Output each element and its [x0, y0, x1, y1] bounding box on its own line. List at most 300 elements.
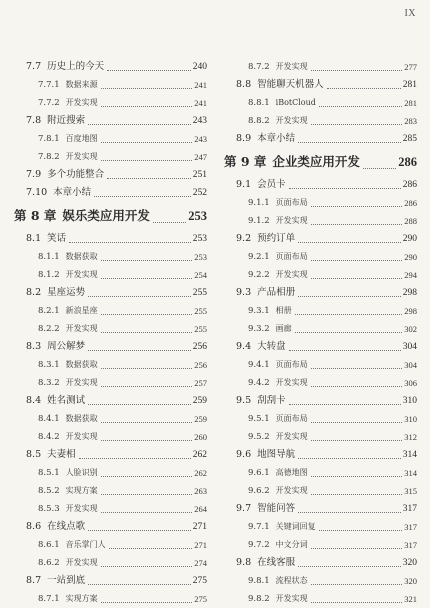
toc-subsection-entry: [222, 112, 417, 130]
toc-entry-page: 254: [194, 270, 207, 280]
toc-entry-number: 7.7.1: [38, 80, 60, 90]
toc-entry-page: 310: [402, 396, 417, 406]
toc-subsection-entry: [222, 374, 417, 392]
toc-entry-page: 253: [192, 234, 207, 244]
toc-entry-page: 271: [194, 540, 207, 550]
toc-subsection-entry: [12, 482, 207, 500]
toc-entry-page: 274: [194, 558, 207, 568]
toc-entry-page: 320: [404, 576, 417, 586]
toc-leader-dots: [311, 259, 403, 261]
toc-entry-page: 286: [402, 180, 417, 190]
toc-subsection-entry: [222, 58, 417, 76]
toc-entry-title: 数据来源: [65, 80, 98, 89]
toc-entry-title: 一站到底: [47, 575, 86, 586]
toc-entry-page: 251: [192, 170, 207, 180]
toc-subsection-entry: [12, 464, 207, 482]
toc-entry-number: 8.1.1: [38, 252, 60, 262]
toc-chapter-entry: [222, 150, 417, 174]
toc-entry-number: 8.2: [26, 287, 42, 298]
toc-entry-page: 283: [404, 116, 417, 126]
toc-entry-page: 243: [192, 116, 207, 126]
toc-leader-dots: [101, 385, 193, 387]
toc-section-entry: [12, 184, 207, 202]
toc-entry-page: 315: [404, 486, 417, 496]
toc-entry-page: 256: [192, 342, 207, 352]
toc-entry-title: 本章小结: [53, 187, 92, 198]
toc-entry-title: 页面布局: [275, 414, 308, 423]
toc-entry-page: 241: [194, 98, 207, 108]
toc-entry-title: 流程状态: [275, 576, 308, 585]
toc-section-entry: [222, 130, 417, 148]
toc-leader-dots: [107, 177, 191, 179]
toc-entry-number: 9.4.2: [248, 378, 270, 388]
toc-leader-dots: [311, 123, 403, 125]
toc-subsection-entry: [222, 518, 417, 536]
toc-entry-title: 附近搜索: [47, 115, 86, 126]
toc-leader-dots: [101, 331, 193, 333]
toc-section-entry: [12, 338, 207, 356]
toc-entry-title: 音乐掌门人: [65, 540, 106, 549]
toc-leader-dots: [94, 195, 191, 197]
toc-leader-dots: [298, 295, 401, 297]
toc-leader-dots: [101, 141, 193, 143]
toc-subsection-entry: [222, 482, 417, 500]
toc-subsection-entry: [222, 536, 417, 554]
toc-leader-dots: [311, 69, 403, 71]
toc-subsection-entry: [12, 554, 207, 572]
toc-entry-number: 9.5.1: [248, 414, 270, 424]
toc-entry-title: 地图导航: [257, 449, 296, 460]
toc-entry-page: 259: [192, 396, 207, 406]
toc-entry-title: 开发实现: [65, 152, 98, 161]
toc-leader-dots: [88, 583, 191, 585]
toc-subsection-entry: [222, 212, 417, 230]
toc-entry-page: 262: [194, 468, 207, 478]
toc-entry-title: 夫妻相: [47, 449, 76, 460]
toc-entry-title: 产品相册: [257, 287, 296, 298]
toc-entry-number: 8.5: [26, 449, 42, 460]
toc-entry-title: 开发实现: [65, 98, 98, 107]
toc-leader-dots: [298, 457, 401, 459]
toc-leader-dots: [79, 457, 191, 459]
toc-entry-number: 9.1.2: [248, 216, 270, 226]
toc-entry-title: 大转盘: [257, 341, 286, 352]
toc-entry-page: 264: [194, 504, 207, 514]
toc-entry-number: 7.10: [26, 187, 48, 198]
toc-entry-number: 9.2.1: [248, 252, 270, 262]
toc-subsection-entry: [12, 148, 207, 166]
toc-entry-title: 会员卡: [257, 179, 286, 190]
toc-entry-page: 288: [404, 216, 417, 226]
toc-entry-title: 娱乐类应用开发: [62, 208, 150, 223]
toc-entry-number: 9.3: [236, 287, 252, 298]
toc-leader-dots: [101, 601, 193, 603]
toc-entry-page: 317: [404, 522, 417, 532]
toc-entry-page: 256: [194, 360, 207, 370]
toc-entry-title: 百度地图: [65, 134, 98, 143]
toc-leader-dots: [311, 547, 403, 549]
toc-subsection-entry: [222, 320, 417, 338]
toc-leader-dots: [311, 475, 403, 477]
toc-entry-page: 275: [194, 594, 207, 604]
toc-subsection-entry: [12, 500, 207, 518]
toc-leader-dots: [295, 313, 403, 315]
toc-leader-dots: [109, 547, 193, 549]
toc-leader-dots: [298, 141, 401, 143]
toc-entry-page: 281: [404, 98, 417, 108]
toc-entry-page: 304: [404, 360, 417, 370]
toc-section-entry: [12, 572, 207, 590]
toc-leader-dots: [311, 223, 403, 225]
toc-entry-number: 9.2.2: [248, 270, 270, 280]
toc-section-entry: [222, 554, 417, 572]
toc-entry-page: 298: [404, 306, 417, 316]
toc-entry-number: 9.1.1: [248, 198, 270, 208]
toc-entry-number: 9.7: [236, 503, 252, 514]
toc-entry-page: 255: [192, 288, 207, 298]
toc-entry-title: 开发实现: [65, 324, 98, 333]
toc-entry-title: 星座运势: [47, 287, 86, 298]
toc-leader-dots: [101, 259, 193, 261]
toc-entry-number: 8.3: [26, 341, 42, 352]
toc-subsection-entry: [222, 94, 417, 112]
toc-entry-title: 开发实现: [65, 270, 98, 279]
toc-entry-title: 实现方案: [65, 486, 98, 495]
toc-leader-dots: [298, 241, 401, 243]
toc-entry-number: 9.3.2: [248, 324, 270, 334]
toc-subsection-entry: [12, 374, 207, 392]
toc-section-entry: [12, 166, 207, 184]
toc-entry-title: 周公解梦: [47, 341, 86, 352]
toc-entry-page: 253: [194, 252, 207, 262]
toc-entry-number: 9.5.2: [248, 432, 270, 442]
toc-entry-number: 8.3.2: [38, 378, 60, 388]
toc-leader-dots: [311, 385, 403, 387]
toc-entry-page: 263: [194, 486, 207, 496]
toc-leader-dots: [363, 167, 396, 169]
toc-entry-page: 314: [402, 450, 417, 460]
toc-entry-page: 262: [192, 450, 207, 460]
toc-entry-number: 8.7: [26, 575, 42, 586]
toc-leader-dots: [311, 367, 403, 369]
toc-entry-page: 277: [404, 62, 417, 72]
toc-subsection-entry: [222, 590, 417, 608]
toc-section-entry: [222, 338, 417, 356]
toc-section-entry: [222, 230, 417, 248]
toc-entry-page: 306: [404, 378, 417, 388]
toc-leader-dots: [88, 349, 191, 351]
toc-chapter-entry: [12, 204, 207, 228]
toc-leader-dots: [107, 69, 191, 71]
page-number: IX: [404, 8, 416, 19]
toc-entry-page: 310: [404, 414, 417, 424]
toc-entry-title: 开发实现: [275, 216, 308, 225]
toc-entry-number: 9.4.1: [248, 360, 270, 370]
toc-subsection-entry: [222, 464, 417, 482]
toc-entry-title: 智能问答: [257, 503, 296, 514]
toc-leader-dots: [327, 87, 401, 89]
toc-entry-page: 252: [192, 188, 207, 198]
toc-entry-title: 在线点歌: [47, 521, 86, 532]
toc-entry-number: 8.4.2: [38, 432, 60, 442]
toc-section-entry: [12, 230, 207, 248]
toc-entry-number: 8.6.2: [38, 558, 60, 568]
toc-entry-number: 8.8.2: [248, 116, 270, 126]
toc-subsection-entry: [12, 590, 207, 608]
toc-entry-title: 关键词回复: [275, 522, 316, 531]
toc-section-entry: [222, 176, 417, 194]
toc-leader-dots: [298, 511, 401, 513]
toc-subsection-entry: [222, 572, 417, 590]
toc-entry-number: 9.6.2: [248, 486, 270, 496]
toc-entry-page: 260: [194, 432, 207, 442]
toc-entry-page: 253: [188, 209, 207, 223]
toc-entry-page: 240: [192, 62, 207, 72]
toc-leader-dots: [88, 403, 191, 405]
toc-entry-page: 255: [194, 306, 207, 316]
toc-entry-page: 286: [404, 198, 417, 208]
toc-subsection-entry: [12, 130, 207, 148]
toc-entry-page: 298: [402, 288, 417, 298]
toc-entry-title: 在线客服: [257, 557, 296, 568]
toc-entry-page: 259: [194, 414, 207, 424]
toc-entry-number: 8.5.3: [38, 504, 60, 514]
toc-entry-number: 7.8: [26, 115, 42, 126]
toc-leader-dots: [298, 565, 401, 567]
toc-leader-dots: [289, 349, 401, 351]
toc-leader-dots: [311, 601, 403, 603]
toc-leader-dots: [101, 105, 193, 107]
toc-entry-number: 7.9: [26, 169, 42, 180]
toc-subsection-entry: [12, 302, 207, 320]
toc-entry-title: 数据获取: [65, 360, 98, 369]
toc-leader-dots: [295, 331, 403, 333]
toc-entry-number: 9.3.1: [248, 306, 270, 316]
toc-leader-dots: [311, 493, 403, 495]
toc-entry-page: 243: [194, 134, 207, 144]
toc-leader-dots: [319, 529, 403, 531]
toc-subsection-entry: [12, 428, 207, 446]
toc-entry-title: iBotCloud: [275, 98, 316, 107]
toc-entry-number: 第 8 章: [14, 208, 57, 223]
toc-entry-title: 开发实现: [65, 378, 98, 387]
toc-section-entry: [222, 76, 417, 94]
toc-entry-number: 9.8.2: [248, 594, 270, 604]
toc-entry-number: 8.7.2: [248, 62, 270, 72]
toc-leader-dots: [289, 403, 401, 405]
toc-leader-dots: [101, 511, 193, 513]
toc-entry-number: 第 9 章: [224, 154, 267, 169]
toc-right-column: [222, 58, 417, 608]
toc-leader-dots: [88, 123, 191, 125]
toc-subsection-entry: [12, 320, 207, 338]
toc-entry-title: 刮刮卡: [257, 395, 286, 406]
toc-leader-dots: [311, 583, 403, 585]
toc-entry-page: 247: [194, 152, 207, 162]
toc-entry-page: 321: [404, 594, 417, 604]
toc-entry-title: 开发实现: [65, 432, 98, 441]
toc-entry-number: 8.1: [26, 233, 42, 244]
toc-entry-number: 8.6.1: [38, 540, 60, 550]
toc-section-entry: [222, 284, 417, 302]
toc-entry-title: 中文分词: [275, 540, 308, 549]
toc-entry-number: 9.7.1: [248, 522, 270, 532]
toc-entry-number: 8.2.1: [38, 306, 60, 316]
toc-section-entry: [12, 392, 207, 410]
toc-leader-dots: [88, 295, 191, 297]
toc-entry-page: 285: [402, 134, 417, 144]
toc-entry-page: 320: [402, 558, 417, 568]
toc-entry-page: 314: [404, 468, 417, 478]
toc-left-column: [12, 58, 207, 608]
toc-entry-number: 8.8.1: [248, 98, 270, 108]
toc-subsection-entry: [12, 536, 207, 554]
toc-entry-number: 8.4.1: [38, 414, 60, 424]
toc-subsection-entry: [222, 356, 417, 374]
toc-entry-number: 8.2.2: [38, 324, 60, 334]
toc-leader-dots: [289, 187, 401, 189]
toc-section-entry: [12, 58, 207, 76]
toc-subsection-entry: [222, 194, 417, 212]
toc-subsection-entry: [222, 428, 417, 446]
toc-subsection-entry: [12, 248, 207, 266]
toc-leader-dots: [88, 529, 191, 531]
toc-entry-title: 数据获取: [65, 414, 98, 423]
toc-entry-title: 开发实现: [275, 432, 308, 441]
toc-entry-number: 9.6: [236, 449, 252, 460]
toc-entry-title: 本章小结: [257, 133, 296, 144]
toc-entry-number: 8.5.2: [38, 486, 60, 496]
toc-section-entry: [12, 518, 207, 536]
toc-entry-page: 290: [402, 234, 417, 244]
toc-entry-number: 9.6.1: [248, 468, 270, 478]
toc-entry-title: 相册: [275, 306, 292, 315]
toc-leader-dots: [101, 493, 193, 495]
toc-subsection-entry: [12, 410, 207, 428]
toc-entry-number: 8.3.1: [38, 360, 60, 370]
toc-entry-number: 8.1.2: [38, 270, 60, 280]
toc-entry-title: 开发实现: [65, 558, 98, 567]
toc-leader-dots: [101, 159, 193, 161]
toc-subsection-entry: [12, 356, 207, 374]
toc-entry-number: 7.8.1: [38, 134, 60, 144]
toc-entry-number: 9.7.2: [248, 540, 270, 550]
toc-section-entry: [12, 284, 207, 302]
toc-entry-title: 开发实现: [275, 378, 308, 387]
toc-entry-number: 9.5: [236, 395, 252, 406]
toc-subsection-entry: [222, 266, 417, 284]
toc-entry-page: 294: [404, 270, 417, 280]
toc-entry-title: 笑话: [47, 233, 67, 244]
toc-leader-dots: [311, 277, 403, 279]
toc-subsection-entry: [12, 76, 207, 94]
toc-entry-title: 新浪星座: [65, 306, 98, 315]
toc-entry-page: 286: [398, 155, 417, 169]
toc-entry-page: 271: [192, 522, 207, 532]
toc-entry-title: 企业类应用开发: [272, 154, 360, 169]
toc-entry-number: 8.9: [236, 133, 252, 144]
toc-leader-dots: [311, 439, 403, 441]
toc-entry-title: 开发实现: [275, 594, 308, 603]
toc-section-entry: [222, 500, 417, 518]
toc-leader-dots: [311, 205, 403, 207]
toc-subsection-entry: [12, 266, 207, 284]
toc-section-entry: [12, 446, 207, 464]
toc-entry-title: 开发实现: [275, 486, 308, 495]
toc-entry-title: 页面布局: [275, 360, 308, 369]
toc-subsection-entry: [222, 410, 417, 428]
toc-entry-number: 9.2: [236, 233, 252, 244]
toc-entry-title: 画廊: [275, 324, 292, 333]
toc-leader-dots: [153, 221, 186, 223]
toc-entry-title: 多个功能整合: [47, 169, 105, 180]
toc-entry-title: 姓名测试: [47, 395, 86, 406]
toc-entry-number: 9.8.1: [248, 576, 270, 586]
toc-subsection-entry: [222, 248, 417, 266]
toc-entry-title: 开发实现: [65, 504, 98, 513]
toc-section-entry: [222, 392, 417, 410]
toc-entry-title: 预约订单: [257, 233, 296, 244]
toc-entry-title: 开发实现: [275, 62, 308, 71]
toc-leader-dots: [69, 241, 191, 243]
toc-leader-dots: [311, 421, 403, 423]
toc-section-entry: [222, 446, 417, 464]
toc-entry-page: 257: [194, 378, 207, 388]
toc-leader-dots: [101, 87, 193, 89]
toc-entry-page: 275: [192, 576, 207, 586]
toc-leader-dots: [101, 475, 193, 477]
toc-entry-number: 8.6: [26, 521, 42, 532]
toc-entry-title: 高德地图: [275, 468, 308, 477]
toc-entry-number: 7.7: [26, 61, 42, 72]
toc-entry-title: 实现方案: [65, 594, 98, 603]
toc-entry-title: 开发实现: [275, 116, 308, 125]
toc-entry-page: 281: [402, 80, 417, 90]
toc-entry-title: 开发实现: [275, 270, 308, 279]
toc-entry-number: 8.4: [26, 395, 42, 406]
toc-leader-dots: [101, 421, 193, 423]
toc-entry-number: 9.8: [236, 557, 252, 568]
toc-leader-dots: [101, 277, 193, 279]
toc-leader-dots: [101, 313, 193, 315]
toc-entry-page: 304: [402, 342, 417, 352]
toc-leader-dots: [101, 439, 193, 441]
toc-leader-dots: [319, 105, 402, 107]
toc-subsection-entry: [12, 94, 207, 112]
toc-entry-title: 智能聊天机器人: [257, 79, 324, 90]
toc-entry-page: 241: [194, 80, 207, 90]
toc-entry-page: 317: [404, 540, 417, 550]
toc-entry-title: 历史上的今天: [47, 61, 105, 72]
toc-entry-number: 9.4: [236, 341, 252, 352]
toc-section-entry: [12, 112, 207, 130]
toc-entry-number: 8.8: [236, 79, 252, 90]
toc-entry-page: 302: [404, 324, 417, 334]
toc-entry-number: 7.8.2: [38, 152, 60, 162]
toc-entry-page: 317: [402, 504, 417, 514]
toc-entry-page: 312: [404, 432, 417, 442]
toc-entry-title: 页面布局: [275, 252, 308, 261]
toc-entry-page: 255: [194, 324, 207, 334]
toc-entry-title: 数据获取: [65, 252, 98, 261]
toc-leader-dots: [101, 367, 193, 369]
toc-entry-number: 8.7.1: [38, 594, 60, 604]
toc-subsection-entry: [222, 302, 417, 320]
toc-entry-title: 页面布局: [275, 198, 308, 207]
toc-entry-number: 8.5.1: [38, 468, 60, 478]
toc-entry-number: 7.7.2: [38, 98, 60, 108]
toc-entry-number: 9.1: [236, 179, 252, 190]
